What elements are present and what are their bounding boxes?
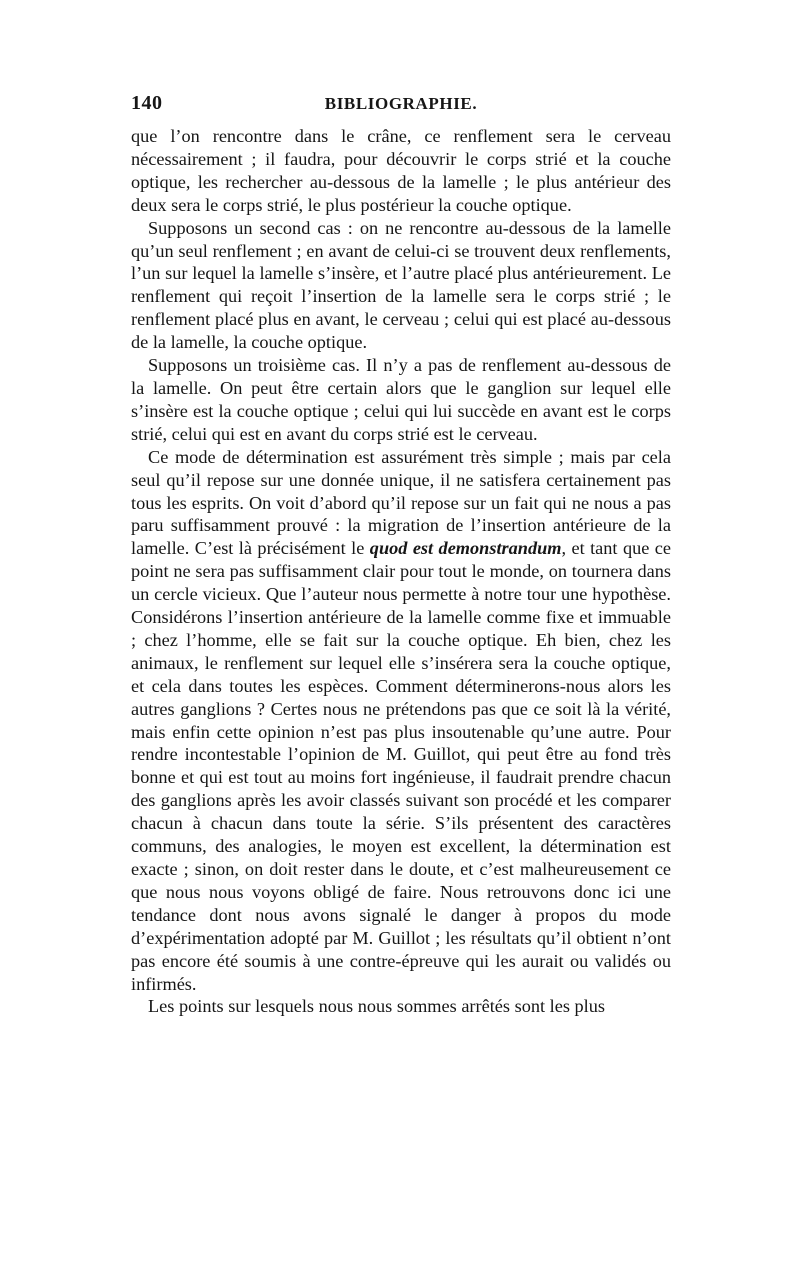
running-head bbox=[131, 92, 671, 116]
page-number: 140 bbox=[131, 92, 163, 114]
paragraph bbox=[131, 354, 671, 446]
text-run: Supposons un troisième cas. Il n’y a pas de renflement au-dessous de la lamelle. On peut être certain alors que le ganglion sur lequel elle s’insère est la couche optique ; celui qui lui succède en avant est le corps strié, celui qui est en avant du corps strié est le cerveau. bbox=[131, 355, 671, 444]
paragraph bbox=[131, 125, 671, 217]
text-run: , et tant que ce point ne sera pas suffisamment clair pour tout le monde, on tournera dans un cercle vicieux. Que l’auteur nous permette à notre tour une hypothèse. Considérons l’insertion antérieure de la lamelle comme fixe et immuable ; chez l’homme, elle se fait sur la couche optique. Eh bien, chez les animaux, le renflement sur lequel elle s’insérera sera la couche optique, et cela dans toutes les espèces. Comment déterminerons-nous alors les autres ganglions ? Certes nous ne prétendons pas que ce soit là la vérité, mais enfin cette opinion n’est pas plus insoutenable qu’une autre. Pour rendre incontestable l’opinion de M. Guillot, qui peut être au fond très bonne et qui est tout au moins fort ingénieuse, il faudrait prendre chacun des ganglions après les avoir classés suivant son procédé et les comparer chacun à chacun dans toute la série. S’ils présentent des caractères communs, des analogies, le moyen est excellent, la détermination est exacte ; sinon, on doit rester dans le doute, et c’est malheureusement ce que nous nous voyons obligé de faire. Nous retrouvons donc ici une tendance dont nous avons signalé le danger à propos du mode d’expérimentation adopté par M. Guillot ; les résultats qu’il obtient n’ont pas encore été soumis à une contre-épreuve qui les aurait ou validés ou infirmés. bbox=[131, 538, 671, 994]
running-title: BIBLIOGRAPHIE. bbox=[324, 94, 478, 113]
text-run: Les points sur lesquels nous nous sommes arrêtés sont les plus bbox=[148, 996, 605, 1017]
text-run: que l’on rencontre dans le crâne, ce renflement sera le cerveau nécessairement ; il faudra, pour découvrir le corps strié et la couche optique, les rechercher au-dessous de la lamelle ; le plus antérieur des deux sera le corps strié, le plus postérieur la couche optique. bbox=[131, 126, 671, 215]
paragraph bbox=[131, 217, 671, 354]
body-text bbox=[131, 125, 671, 1018]
paragraph bbox=[131, 995, 671, 1018]
paragraph bbox=[131, 446, 671, 996]
italic-phrase: quod est demonstrandum bbox=[369, 538, 562, 559]
text-run: Supposons un second cas : on ne rencontre au-dessous de la lamelle qu’un seul renflement ; en avant de celui-ci se trouvent deux renflements, l’un sur lequel la lamelle s’insère, et l’autre placé plus antérieurement. Le renflement qui reçoit l’insertion de la lamelle sera le corps strié ; le renflement placé plus en avant, le cerveau ; celui qui est placé au-dessous de la lamelle, la couche optique. bbox=[131, 217, 671, 353]
text-run: Ce mode de détermination est assurément très simple ; mais par cela seul qu’il repose sur une donnée unique, il ne satisfera certainement pas tous les esprits. On voit d’abord qu’il repose sur un fait qui ne nous a pas paru suffisamment prouvé : la migration de l’insertion antérieure de la lamelle. C’est là précisément le bbox=[131, 446, 671, 559]
